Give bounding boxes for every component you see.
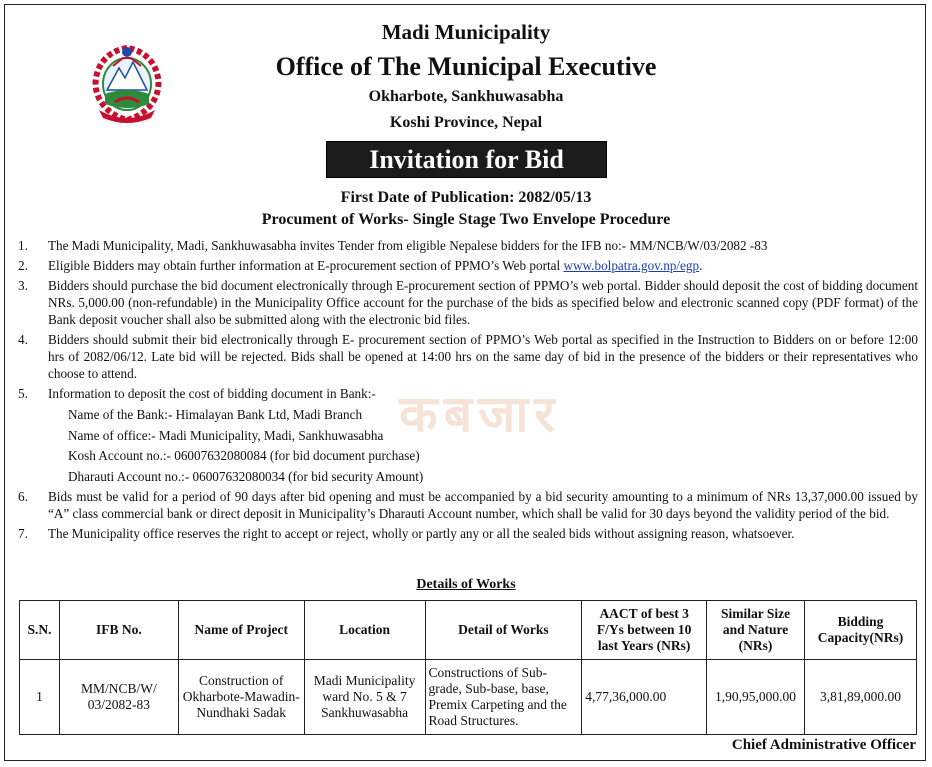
item-number: 7. [18,526,28,541]
office-name-line: Name of office:- Madi Municipality, Madi, Sankhuwasabha [68,427,384,443]
list-item [18,331,918,382]
col-sn: S.N. [20,601,60,660]
item-number: 3. [18,278,28,293]
list-item [18,257,918,274]
item-number: 6. [18,489,28,504]
item-text: Bidders should purchase the bid document electronically through E-procurement section of PPMO’s web portal. Bidder should deposit the cost of bidding document NRs. 5,000.00 (non-refundable) in the Municipality Office account for the purchase of the bids as specified below and electronic scanned copy (PDF format) of the Bank deposit voucher shall also be submitted along with the electronic bid files. [48,278,918,327]
item-number: 2. [18,258,28,273]
item-text: The Municipality office reserves the right to accept or reject, wholly or partly any or all the sealed bids without assigning reason, whatsoever. [48,526,795,541]
bank-details [48,406,918,485]
list-item [18,237,918,254]
table-row [20,660,917,735]
col-capacity: Bidding Capacity(NRs) [805,601,917,660]
col-similar: Similar Size and Nature (NRs) [707,601,805,660]
cell-project: Construction of Okharbote-Mawadin-Nundhaki Sadak [178,660,304,735]
cell-ifb-no: MM/NCB/W/ 03/2082-83 [59,660,178,735]
list-item [18,488,918,522]
cell-capacity: 3,81,89,000.00 [805,660,917,735]
list-item [18,525,918,542]
cell-location: Madi Municipality ward No. 5 & 7 Sankhuwasabha [304,660,425,735]
kosh-account: Kosh Account no.:- 06007632080084 (for bid document purchase) [68,448,420,463]
col-aact: AACT of best 3 F/Ys between 10 last Years (NRs) [582,601,707,660]
works-table [19,600,917,735]
table-header-row [20,601,917,660]
col-location: Location [304,601,425,660]
item-text: Eligible Bidders may obtain further information at E-procurement section of PPMO’s Web portal [48,258,564,273]
item-number: 1. [18,238,28,253]
bid-terms-list [18,237,918,545]
address-line-1: Okharbote, Sankhuwasabha [368,88,564,105]
notice-title: Invitation for Bid [326,141,607,178]
col-detail: Detail of Works [425,601,582,660]
signatory: Chief Administrative Officer [731,737,916,753]
col-ifb-no: IFB No. [59,601,178,660]
dharauti-account: Dharauti Account no.:- 06007632080034 (for bid security Amount) [68,468,424,484]
details-title: Details of Works [416,577,516,592]
list-item [18,277,918,328]
bank-name: Name of the Bank:- Himalayan Bank Ltd, Madi Branch [68,407,363,422]
item-text: Bids must be valid for a period of 90 days after bid opening and must be accompanied by a bid security amounting to a minimum of NRs 13,37,000.00 issued by “A” class commercial bank or direct deposit in Municipality’s Dharauti Account number, which shall be valid for 30 days beyond the validity period of the bid. [48,489,918,521]
cell-similar: 1,90,95,000.00 [707,660,805,735]
address-line-2: Koshi Province, Nepal [389,114,543,131]
municipality-name: Madi Municipality [381,20,551,44]
item-text-end: . [699,258,703,273]
item-number: 4. [18,332,28,347]
procurement-method: Procument of Works- Single Stage Two Envelope Procedure [261,211,671,228]
list-item [18,385,918,485]
item-text: Bidders should submit their bid electronically through E- procurement section of PPMO’s Web portal as specified in the Instruction to Bidders on or before 12:00 hrs of 2082/06/12. Late bid will be rejected. Bids shall be opened at 14:00 hrs on the same day of bid in the presence of the bidders or their representatives who choose to attend. [48,332,918,381]
cell-detail: Constructions of Sub-grade, Sub-base, base, Premix Carpeting and the Road Structures. [425,660,582,735]
col-project: Name of Project [178,601,304,660]
watermark: कबजार [399,385,561,443]
cell-sn: 1 [20,660,60,735]
item-number: 5. [18,386,28,401]
item-text: Information to deposit the cost of bidding document in Bank:- [48,386,376,401]
publication-date: First Date of Publication: 2082/05/13 [340,189,592,206]
item-text: The Madi Municipality, Madi, Sankhuwasabha invites Tender from eligible Nepalese bidders for the IFB no:- MM/NCB/W/03/2082 -83 [48,238,768,253]
office-name: Office of The Municipal Executive [275,52,657,81]
cell-aact: 4,77,36,000.00 [582,660,707,735]
bolpatra-link[interactable]: www.bolpatra.gov.np/egp [563,258,700,273]
